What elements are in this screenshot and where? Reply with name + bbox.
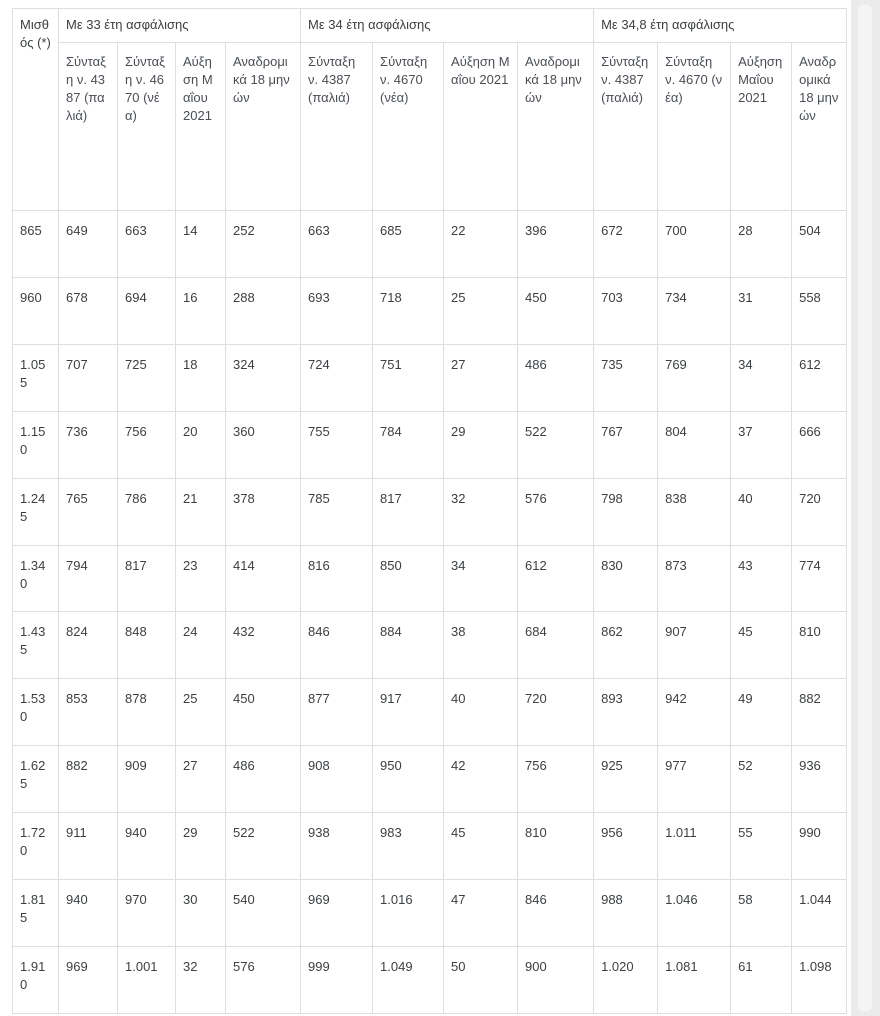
retroactive-cell: 288: [226, 277, 301, 344]
old-pension-cell: 969: [59, 946, 118, 1013]
salary-cell: 1.150: [13, 411, 59, 478]
new-pension-cell: 983: [373, 813, 444, 880]
new-pension-cell: 769: [658, 344, 731, 411]
new-pension-cell: 909: [118, 746, 176, 813]
old-pension-cell: 816: [301, 545, 373, 612]
column-header-retroactive: Αναδρομικά 18 μηνών: [226, 43, 301, 211]
new-pension-cell: 977: [658, 746, 731, 813]
new-pension-cell: 1.081: [658, 946, 731, 1013]
may-increase-cell: 42: [444, 746, 518, 813]
retroactive-cell: 612: [518, 545, 594, 612]
may-increase-cell: 23: [176, 545, 226, 612]
new-pension-cell: 848: [118, 612, 176, 679]
retroactive-cell: 450: [518, 277, 594, 344]
column-header-retroactive: Αναδρομικά 18 μηνών: [518, 43, 594, 211]
may-increase-cell: 29: [444, 411, 518, 478]
salary-cell: 1.910: [13, 946, 59, 1013]
new-pension-cell: 838: [658, 478, 731, 545]
old-pension-cell: 824: [59, 612, 118, 679]
column-header-new-pension: Σύνταξη ν. 4670 (νέα): [118, 43, 176, 211]
may-increase-cell: 34: [731, 344, 792, 411]
old-pension-cell: 893: [594, 679, 658, 746]
salary-cell: 1.435: [13, 612, 59, 679]
retroactive-cell: 720: [792, 478, 847, 545]
table-row: [13, 946, 847, 1013]
table-row: [13, 880, 847, 947]
old-pension-cell: 1.020: [594, 946, 658, 1013]
new-pension-cell: 1.001: [118, 946, 176, 1013]
retroactive-cell: 486: [518, 344, 594, 411]
column-header-old-pension: Σύνταξη ν. 4387 (παλιά): [59, 43, 118, 211]
retroactive-cell: 810: [792, 612, 847, 679]
retroactive-cell: 576: [518, 478, 594, 545]
salary-header: Μισθός (*): [13, 9, 59, 211]
may-increase-cell: 28: [731, 211, 792, 278]
old-pension-cell: 798: [594, 478, 658, 545]
may-increase-cell: 52: [731, 746, 792, 813]
column-header-new-pension: Σύνταξη ν. 4670 (νέα): [373, 43, 444, 211]
old-pension-cell: 882: [59, 746, 118, 813]
column-header-may-increase: Αύξηση Μαΐου 2021: [444, 43, 518, 211]
retroactive-cell: 360: [226, 411, 301, 478]
may-increase-cell: 31: [731, 277, 792, 344]
old-pension-cell: 938: [301, 813, 373, 880]
may-increase-cell: 40: [731, 478, 792, 545]
salary-cell: 1.530: [13, 679, 59, 746]
group-header-34-years: Με 34 έτη ασφάλισης: [301, 9, 594, 43]
new-pension-cell: 942: [658, 679, 731, 746]
table-row: [13, 746, 847, 813]
column-header-new-pension: Σύνταξη ν. 4670 (νέα): [658, 43, 731, 211]
salary-cell: 865: [13, 211, 59, 278]
old-pension-cell: 830: [594, 545, 658, 612]
new-pension-cell: 884: [373, 612, 444, 679]
old-pension-cell: 999: [301, 946, 373, 1013]
retroactive-cell: 378: [226, 478, 301, 545]
may-increase-cell: 55: [731, 813, 792, 880]
old-pension-cell: 846: [301, 612, 373, 679]
retroactive-cell: 486: [226, 746, 301, 813]
old-pension-cell: 724: [301, 344, 373, 411]
old-pension-cell: 908: [301, 746, 373, 813]
may-increase-cell: 32: [444, 478, 518, 545]
new-pension-cell: 694: [118, 277, 176, 344]
retroactive-cell: 882: [792, 679, 847, 746]
may-increase-cell: 43: [731, 545, 792, 612]
salary-cell: 1.625: [13, 746, 59, 813]
old-pension-cell: 862: [594, 612, 658, 679]
may-increase-cell: 27: [176, 746, 226, 813]
retroactive-cell: 900: [518, 946, 594, 1013]
retroactive-cell: 990: [792, 813, 847, 880]
old-pension-cell: 911: [59, 813, 118, 880]
may-increase-cell: 38: [444, 612, 518, 679]
old-pension-cell: 693: [301, 277, 373, 344]
old-pension-cell: 765: [59, 478, 118, 545]
old-pension-cell: 649: [59, 211, 118, 278]
retroactive-cell: 414: [226, 545, 301, 612]
new-pension-cell: 718: [373, 277, 444, 344]
new-pension-cell: 817: [373, 478, 444, 545]
new-pension-cell: 734: [658, 277, 731, 344]
table-row: [13, 411, 847, 478]
table-body: [13, 211, 847, 1014]
table-row: [13, 478, 847, 545]
may-increase-cell: 50: [444, 946, 518, 1013]
salary-cell: 1.245: [13, 478, 59, 545]
new-pension-cell: 663: [118, 211, 176, 278]
new-pension-cell: 970: [118, 880, 176, 947]
new-pension-cell: 1.046: [658, 880, 731, 947]
old-pension-cell: 877: [301, 679, 373, 746]
retroactive-cell: 576: [226, 946, 301, 1013]
column-header-old-pension: Σύνταξη ν. 4387 (παλιά): [594, 43, 658, 211]
old-pension-cell: 703: [594, 277, 658, 344]
may-increase-cell: 40: [444, 679, 518, 746]
new-pension-cell: 940: [118, 813, 176, 880]
old-pension-cell: 988: [594, 880, 658, 947]
retroactive-cell: 522: [518, 411, 594, 478]
new-pension-cell: 878: [118, 679, 176, 746]
salary-cell: 1.815: [13, 880, 59, 947]
old-pension-cell: 663: [301, 211, 373, 278]
table-row: [13, 612, 847, 679]
may-increase-cell: 29: [176, 813, 226, 880]
old-pension-cell: 853: [59, 679, 118, 746]
column-header-may-increase: Αύξηση Μαΐου 2021: [176, 43, 226, 211]
old-pension-cell: 678: [59, 277, 118, 344]
retroactive-cell: 252: [226, 211, 301, 278]
table-row: [13, 545, 847, 612]
table-row: [13, 679, 847, 746]
new-pension-cell: 1.049: [373, 946, 444, 1013]
retroactive-cell: 666: [792, 411, 847, 478]
column-header-may-increase: Αύξηση Μαΐου 2021: [731, 43, 792, 211]
may-increase-cell: 45: [444, 813, 518, 880]
table-row: [13, 813, 847, 880]
retroactive-cell: 810: [518, 813, 594, 880]
retroactive-cell: 396: [518, 211, 594, 278]
retroactive-cell: 522: [226, 813, 301, 880]
new-pension-cell: 917: [373, 679, 444, 746]
table-row: [13, 211, 847, 278]
may-increase-cell: 61: [731, 946, 792, 1013]
old-pension-cell: 794: [59, 545, 118, 612]
salary-cell: 1.720: [13, 813, 59, 880]
table-row: [13, 344, 847, 411]
retroactive-cell: 612: [792, 344, 847, 411]
retroactive-cell: 504: [792, 211, 847, 278]
old-pension-cell: 785: [301, 478, 373, 545]
group-header-33-years: Με 33 έτη ασφάλισης: [59, 9, 301, 43]
may-increase-cell: 22: [444, 211, 518, 278]
retroactive-cell: 936: [792, 746, 847, 813]
may-increase-cell: 32: [176, 946, 226, 1013]
old-pension-cell: 672: [594, 211, 658, 278]
old-pension-cell: 736: [59, 411, 118, 478]
old-pension-cell: 956: [594, 813, 658, 880]
new-pension-cell: 950: [373, 746, 444, 813]
new-pension-cell: 850: [373, 545, 444, 612]
column-header-row: [13, 43, 847, 211]
retroactive-cell: 1.098: [792, 946, 847, 1013]
retroactive-cell: 720: [518, 679, 594, 746]
old-pension-cell: 707: [59, 344, 118, 411]
retroactive-cell: 756: [518, 746, 594, 813]
retroactive-cell: 450: [226, 679, 301, 746]
old-pension-cell: 925: [594, 746, 658, 813]
may-increase-cell: 49: [731, 679, 792, 746]
may-increase-cell: 18: [176, 344, 226, 411]
table-row: [13, 277, 847, 344]
retroactive-cell: 684: [518, 612, 594, 679]
retroactive-cell: 432: [226, 612, 301, 679]
new-pension-cell: 786: [118, 478, 176, 545]
scrollbar-thumb[interactable]: [858, 4, 872, 1012]
may-increase-cell: 45: [731, 612, 792, 679]
new-pension-cell: 1.016: [373, 880, 444, 947]
may-increase-cell: 24: [176, 612, 226, 679]
retroactive-cell: 1.044: [792, 880, 847, 947]
may-increase-cell: 37: [731, 411, 792, 478]
may-increase-cell: 14: [176, 211, 226, 278]
may-increase-cell: 34: [444, 545, 518, 612]
retroactive-cell: 774: [792, 545, 847, 612]
old-pension-cell: 767: [594, 411, 658, 478]
new-pension-cell: 751: [373, 344, 444, 411]
new-pension-cell: 700: [658, 211, 731, 278]
column-header-retroactive: Αναδρομικά 18 μηνών: [792, 43, 847, 211]
old-pension-cell: 940: [59, 880, 118, 947]
may-increase-cell: 47: [444, 880, 518, 947]
retroactive-cell: 540: [226, 880, 301, 947]
old-pension-cell: 755: [301, 411, 373, 478]
pension-table: [12, 8, 847, 1014]
may-increase-cell: 30: [176, 880, 226, 947]
new-pension-cell: 804: [658, 411, 731, 478]
may-increase-cell: 25: [176, 679, 226, 746]
new-pension-cell: 907: [658, 612, 731, 679]
old-pension-cell: 735: [594, 344, 658, 411]
may-increase-cell: 58: [731, 880, 792, 947]
retroactive-cell: 324: [226, 344, 301, 411]
new-pension-cell: 784: [373, 411, 444, 478]
column-header-old-pension: Σύνταξη ν. 4387 (παλιά): [301, 43, 373, 211]
salary-cell: 1.055: [13, 344, 59, 411]
group-header-34-8-years: Με 34,8 έτη ασφάλισης: [594, 9, 847, 43]
retroactive-cell: 846: [518, 880, 594, 947]
new-pension-cell: 685: [373, 211, 444, 278]
new-pension-cell: 817: [118, 545, 176, 612]
salary-cell: 1.340: [13, 545, 59, 612]
new-pension-cell: 873: [658, 545, 731, 612]
may-increase-cell: 16: [176, 277, 226, 344]
may-increase-cell: 20: [176, 411, 226, 478]
retroactive-cell: 558: [792, 277, 847, 344]
new-pension-cell: 1.011: [658, 813, 731, 880]
salary-cell: 960: [13, 277, 59, 344]
may-increase-cell: 25: [444, 277, 518, 344]
may-increase-cell: 27: [444, 344, 518, 411]
may-increase-cell: 21: [176, 478, 226, 545]
new-pension-cell: 725: [118, 344, 176, 411]
new-pension-cell: 756: [118, 411, 176, 478]
group-header-row: [13, 9, 847, 43]
old-pension-cell: 969: [301, 880, 373, 947]
